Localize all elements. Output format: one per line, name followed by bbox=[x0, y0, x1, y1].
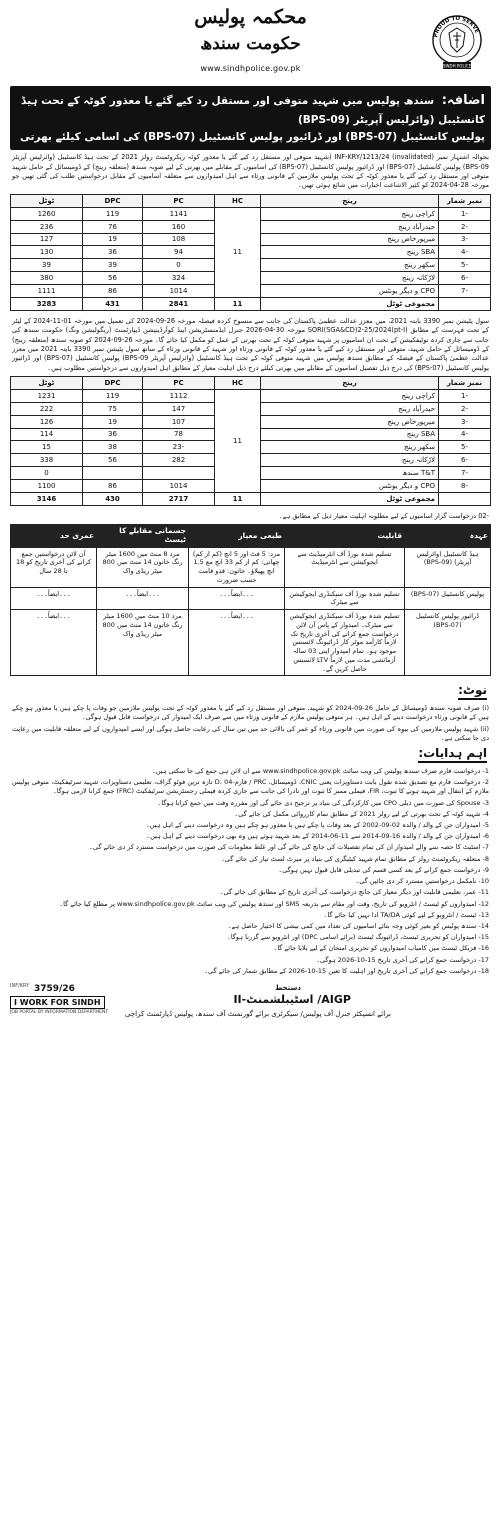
notes-list bbox=[10, 704, 491, 743]
row-dpc: 76 bbox=[83, 220, 143, 233]
row-total: 222 bbox=[11, 402, 83, 415]
row-total: 39 bbox=[11, 259, 83, 272]
row-pc: 78 bbox=[143, 428, 215, 441]
row-number: -6 bbox=[439, 272, 491, 285]
department-title: محکمہ پولیس bbox=[194, 6, 307, 28]
notes-section bbox=[10, 682, 491, 743]
row-number: -8 bbox=[439, 480, 491, 493]
row-total: 114 bbox=[11, 428, 83, 441]
criteria-test: مرد 10 منٹ میں 1600 میٹر رنگ خاتون 14 منٹ میں 800 میٹر ریڈی واک bbox=[97, 610, 189, 676]
total-total: 3283 bbox=[11, 297, 83, 310]
row-range: CPO و دیگر یونٹس bbox=[261, 285, 439, 298]
signature-block bbox=[10, 984, 491, 1024]
instruction-item: 8- متعلقہ ریکروٹمنٹ رولز کے مطابق تمام شہید کیٹیگری کی بنیاد پر میرٹ لسٹ تیار کی جائے گی۔ bbox=[221, 854, 489, 863]
row-total: 1100 bbox=[11, 480, 83, 493]
col-dpc: DPC bbox=[83, 194, 143, 207]
logo-text: PROUD TO SERVE bbox=[433, 15, 480, 39]
row-range: کراچی رینج bbox=[261, 207, 439, 220]
col-pc: PC bbox=[143, 377, 215, 390]
col-pc: PC bbox=[143, 194, 215, 207]
logo-subtext: SINDH POLICE bbox=[442, 63, 472, 69]
instruction-item: 10- نامکمل درخواستیں مسترد کر دی جائیں گی۔ bbox=[355, 877, 489, 886]
notes-title: نوٹ: bbox=[458, 684, 487, 700]
row-dpc bbox=[83, 467, 143, 480]
col-num: نمبر شمار bbox=[439, 377, 491, 390]
col-total: ٹوٹل bbox=[11, 377, 83, 390]
total-pc: 2717 bbox=[143, 493, 215, 506]
row-number: -6 bbox=[439, 454, 491, 467]
announcement-line2: پولیس کانسٹیبل (BPS-07) اور ڈرائیور پولیس کانسٹیبل (BPS-07) کی اسامی کیلئے بھرتی bbox=[19, 130, 485, 143]
instruction-item: 7- اسٹیٹ کا حصہ بننے والے امیدوار ان کی تمام تفصیلات کی جانچ کی جائے گی اور غلط معلومات کی صورت میں درخواست مسترد کر دی جائے گی۔ bbox=[89, 843, 489, 852]
website-url: www.sindhpolice.gov.pk bbox=[200, 64, 301, 74]
total-pc: 2841 bbox=[143, 297, 215, 310]
criteria-qualification: تسلیم شدہ بورڈ آف سیکنڈری ایجوکیشن سے میٹرک bbox=[285, 587, 405, 610]
criteria-row bbox=[11, 547, 491, 587]
row-pc bbox=[143, 467, 215, 480]
row-range: CPO و دیگر یونٹس bbox=[261, 480, 439, 493]
row-dpc: 86 bbox=[83, 480, 143, 493]
row-number: -4 bbox=[439, 246, 491, 259]
row-dpc: 19 bbox=[83, 233, 143, 246]
row-total: 15 bbox=[11, 441, 83, 454]
row-dpc: 119 bbox=[83, 389, 143, 402]
row-dpc: 56 bbox=[83, 272, 143, 285]
row-range: SBA رینج bbox=[261, 428, 439, 441]
row-total: 0 bbox=[11, 467, 83, 480]
row-dpc: 36 bbox=[83, 246, 143, 259]
row-range: T&T سندھ bbox=[261, 467, 439, 480]
total-total: 3146 bbox=[11, 493, 83, 506]
instructions-list bbox=[10, 767, 491, 976]
note-item: (ii) شہید پولیس ملازمین کی بیوہ کی صورت میں قانونی ورثاء کو عمر کی بالائی حد میں تین سال کی رعایت حاصل ہوگی اور ایسے امیدواروں کے لیے متعلقہ قابلیت میں رعایت دی جا سکتی ہے۔ bbox=[12, 724, 489, 742]
row-total: 338 bbox=[11, 454, 83, 467]
row-range: سکھر رینج bbox=[261, 441, 439, 454]
work-for-sindh-logo: I WORK FOR SINDH bbox=[10, 996, 105, 1009]
criteria-row bbox=[11, 610, 491, 676]
instruction-item: 1- درخواست فارم صرف سندھ پولیس کی ویب سائٹ www.sindhpolice.gov.pk سے ان لائن ہی جمع کی جا سکتی ہیں۔ bbox=[152, 766, 489, 775]
row-number: -2 bbox=[439, 220, 491, 233]
government-title: حکومت سندھ bbox=[200, 33, 301, 54]
row-number: -5 bbox=[439, 441, 491, 454]
criteria-qualification: تسلیم شدہ بورڈ آف انٹرمیڈیٹ سے ایجوکیشن سے انٹرمیڈیٹ bbox=[285, 547, 405, 587]
row-number: -5 bbox=[439, 259, 491, 272]
instruction-item: 16- فزیکل ٹیسٹ میں کامیاب امیدواروں کو تحریری امتحان کے لیے بلایا جائے گا۔ bbox=[273, 944, 489, 953]
criteria-post: ڈرائیور پولیس کانسٹیبل (BPS-07) bbox=[405, 610, 491, 676]
total-blank bbox=[439, 297, 491, 310]
criteria-physical: ۔۔۔ایضاً۔۔۔ bbox=[189, 587, 285, 610]
row-range: کراچی رینج bbox=[261, 389, 439, 402]
row-pc: 1014 bbox=[143, 285, 215, 298]
crit-col-qual: قابلیت bbox=[285, 525, 405, 547]
row-hc: 11 bbox=[215, 389, 261, 492]
row-number: -4 bbox=[439, 428, 491, 441]
row-dpc: 38 bbox=[83, 441, 143, 454]
row-total: 236 bbox=[11, 220, 83, 233]
sindh-police-logo-icon bbox=[429, 6, 485, 78]
note-item: (i) صرف صوبہ سندھ ڈومیسائل کے حامل 26-09-2024 کو شہید، متوفی اور مستقل رد کیے گئے یا معذور کوٹہ کے تحت پولیس ملازمین جو وفات پا چکے ہیں یا معذور ہو چکے ہیں کے قانونی ورثاء درخواست دینے کے اہل ہیں۔ ہر متوفی پولیس ملازم کے قانونی ورثاء میں سے صرف ایک امیدوار کی درخواست قابل قبول ہوگی۔ bbox=[12, 704, 489, 722]
row-number: -2 bbox=[439, 402, 491, 415]
row-total: 1231 bbox=[11, 389, 83, 402]
instruction-item: 18- درخواست جمع کرانے کی آخری تاریخ اور اہلیت کا تعین 15-10-2026 کے مطابق شمار کی جائے گی۔ bbox=[204, 966, 489, 975]
row-number: -7 bbox=[439, 285, 491, 298]
criteria-age: آن لائن درخواستیں جمع کرانے کی آخری تاریخ کو 18 تا 28 سال bbox=[11, 547, 97, 587]
criteria-physical: مرد: 5 فٹ اور 5 انچ (کم از کم) چھاتی: کم از کم 33 انچ مع 1.5 انچ پھیلاؤ۔ خاتون: قدو قامت حسب ضرورت bbox=[189, 547, 285, 587]
row-range: لاڑکانہ رینج bbox=[261, 272, 439, 285]
criteria-post: ہیڈ کانسٹیبل (وائرلیس آپریٹر) (BPS-09) bbox=[405, 547, 491, 587]
row-number: -3 bbox=[439, 233, 491, 246]
announcement-line1: سندھ پولیس میں شہید متوفی اور مستقل رد کیے گئے یا معذور کوٹہ کے تحت ہیڈ کانسٹیبل (وائرلیس آپریٹر (BPS-09) bbox=[21, 95, 485, 126]
row-pc: 160 bbox=[143, 220, 215, 233]
row-pc: 1014 bbox=[143, 480, 215, 493]
col-dpc: DPC bbox=[83, 377, 143, 390]
instruction-item: 11- عمر، تعلیمی قابلیت اور دیگر معیار کی جانچ درخواست کی آخری تاریخ کے مطابق کی جائے گی۔ bbox=[219, 888, 489, 897]
instruction-item: 3- Spouse کی صورت میں ذیلی CPO میں کارکردگی کی بنیاد پر ترجیح دی جائے گی اور مقررہ وقت میں جمع کرانا ہوگا۔ bbox=[157, 798, 489, 807]
row-number: -1 bbox=[439, 389, 491, 402]
criteria-physical: ۔۔۔ایضاً۔۔۔ bbox=[189, 610, 285, 676]
header bbox=[10, 4, 491, 86]
row-pc: 0 bbox=[143, 259, 215, 272]
table-row bbox=[11, 389, 491, 402]
criteria-intro: -02 درخواست گزار اسامیوں کے لیے مطلوبہ اہلیت معیار ذیل کے مطابق ہے۔ bbox=[278, 511, 489, 520]
crit-col-physical: طبعی معیار bbox=[189, 525, 285, 547]
col-num: نمبر شمار bbox=[439, 194, 491, 207]
col-hc: HC bbox=[215, 377, 261, 390]
row-range: سکھر رینج bbox=[261, 259, 439, 272]
information-department-badge bbox=[10, 984, 118, 1024]
row-total: 1260 bbox=[11, 207, 83, 220]
signature-label: دستخط bbox=[275, 984, 301, 993]
table-total-row bbox=[11, 493, 491, 506]
row-pc: 94 bbox=[143, 246, 215, 259]
row-total: 127 bbox=[11, 233, 83, 246]
row-hc: 11 bbox=[215, 207, 261, 297]
row-total: 380 bbox=[11, 272, 83, 285]
total-label: مجموعی ٹوٹل bbox=[261, 493, 439, 506]
announcement-banner bbox=[10, 86, 491, 150]
col-hc: HC bbox=[215, 194, 261, 207]
col-range: رینج bbox=[261, 194, 439, 207]
inf-code: INF/KRY bbox=[10, 983, 30, 990]
row-dpc: 36 bbox=[83, 428, 143, 441]
row-total: 130 bbox=[11, 246, 83, 259]
row-number: -1 bbox=[439, 207, 491, 220]
instruction-item: 15- امیدواران کو تحریری ٹیسٹ، ڈرائیونگ ٹیسٹ (برائے اسامی DPC) اور انٹرویو سے گزرنا ہوگا۔ bbox=[227, 933, 489, 942]
total-dpc: 430 bbox=[83, 493, 143, 506]
crit-col-test: جسمانی مقابلے کا ٹیسٹ bbox=[97, 525, 189, 547]
total-hc: 11 bbox=[215, 493, 261, 506]
row-pc: 147 bbox=[143, 402, 215, 415]
instructions-title: اہم ہدایات: bbox=[418, 747, 487, 763]
job-portal-text: JOB PORTAL BY INFORMATION DEPARTMENT bbox=[10, 1010, 109, 1016]
row-pc: 108 bbox=[143, 233, 215, 246]
row-dpc: 86 bbox=[83, 285, 143, 298]
row-number: -3 bbox=[439, 415, 491, 428]
row-range: میرپورخاص رینج bbox=[261, 415, 439, 428]
row-pc: 107 bbox=[143, 415, 215, 428]
row-range: SBA رینج bbox=[261, 246, 439, 259]
table-row bbox=[11, 207, 491, 220]
instruction-item: 2- درخواست فارم مع تصدیق شدہ نقول بابت دستاویزات یعنی CNIC، ڈومیسائل، PRC / فارم-D، 04 تازہ ترین فوٹو گراف، تعلیمی دستاویزات، شہید سرٹیفکیٹ، متوفی پولیس ملازم کے انتقال اور شہید ہونے کا ثبوت، FIR، فیملی ممبر کا ثبوت اور نادرا کی جانب سے جاری کردہ فیملی رجسٹریشن سرٹیفکیٹ (FRC) جمع کرانا لازمی ہوگا۔ bbox=[12, 778, 489, 796]
crit-col-age: عمری حد bbox=[11, 525, 97, 547]
instruction-item: 9- درخواست جمع کرانے کے بعد کسی قسم کی تبدیلی قابل قبول نہیں ہوگی۔ bbox=[278, 865, 489, 874]
row-dpc: 39 bbox=[83, 259, 143, 272]
total-label: مجموعی ٹوٹل bbox=[261, 297, 439, 310]
crit-col-post: عہدہ bbox=[405, 525, 491, 547]
row-pc: -23 bbox=[143, 441, 215, 454]
row-range: حیدرآباد رینج bbox=[261, 402, 439, 415]
criteria-post: پولیس کانسٹیبل (BPS-07) bbox=[405, 587, 491, 610]
row-number: -7 bbox=[439, 467, 491, 480]
row-dpc: 75 bbox=[83, 402, 143, 415]
row-pc: 324 bbox=[143, 272, 215, 285]
row-total: 1111 bbox=[11, 285, 83, 298]
instruction-item: 5- امیدواران جن کے والد / والدہ 02-09-2002 کے بعد وفات پا چکے ہیں یا معذور ہو چکے ہیں وہ درخواست دینے کے اہل ہیں۔ bbox=[145, 821, 489, 830]
row-pc: 1112 bbox=[143, 389, 215, 402]
instruction-item: 14- سندھ پولیس کو بغیر کوئی وجہ بتائے اسامیوں کی تعداد میں کمی بیشی کا اختیار حاصل ہے۔ bbox=[227, 922, 489, 930]
signature-designation: AIGP/ اسٹیبلشمنٹ-II bbox=[233, 993, 351, 1007]
announcement-label: اضافہ: bbox=[441, 93, 485, 108]
row-dpc: 56 bbox=[83, 454, 143, 467]
vacancy-table-revised bbox=[10, 376, 491, 506]
col-total: ٹوٹل bbox=[11, 194, 83, 207]
intro-paragraph: بحوالہ اشتہار نمبر INF-KRY/1213/24 (invalidated) (شہید متوفی اور مستقل رد کیے گئے یا معذور کوٹہ ریکروٹمنٹ رولز 2021 کے تحت ہیڈ کانسٹیبل (وائرلیس آپریٹر BPS-09) پولیس کانسٹیبل (BPS-07) اور ڈرائیور پولیس کانسٹیبل (BPS-07) کی اسامیوں کے مقابلے میں بھرتی کے لیے صوبہ سندھ (متعلقہ رینج) کے ڈومیسائل کے حامل شہید متوفی اور مستقل رد کیے گئے یا معذور کوٹہ کے تحت پولیس ملازمین کے قانونی ورثاء سے اہل امیدواروں سے متعلقہ اسامیوں کے مقابل درخواستیں طلب کی گئی تھیں جو مورخہ 28-04-2024 کو کثیر الاشاعت اخبارات میں شائع ہوئی تھیں۔ bbox=[12, 153, 489, 190]
criteria-age: ۔۔۔ایضاً۔۔۔ bbox=[11, 610, 97, 676]
signature-authority: برائے انسپکٹر جنرل آف پولیس/ سیکرٹری برائے گورنمنٹ آف سندھ، پولیس ڈپارٹمنٹ کراچی bbox=[125, 1009, 391, 1018]
col-range: رینج bbox=[261, 377, 439, 390]
row-range: میرپورخاص رینج bbox=[261, 233, 439, 246]
criteria-qualification: تسلیم شدہ بورڈ آف سیکنڈری ایجوکیشن سے میٹرک۔ امیدوار کے پاس آن لائن درخواست جمع کرانے کی آخری تاریخ تک لازماً کارآمد موٹر کار ڈرائیونگ لائسنس موجود ہو۔ تمام امیدوار اپنی 03 سالہ آزمائشی مدت میں لازماً LTV لائسنس حاصل کریں گے۔ bbox=[285, 610, 405, 676]
row-total: 126 bbox=[11, 415, 83, 428]
row-pc: 282 bbox=[143, 454, 215, 467]
row-range: حیدرآباد رینج bbox=[261, 220, 439, 233]
instructions-section bbox=[10, 745, 491, 976]
row-pc: 1141 bbox=[143, 207, 215, 220]
eligibility-criteria-table bbox=[10, 524, 491, 676]
row-dpc: 19 bbox=[83, 415, 143, 428]
instruction-item: 13- ٹیسٹ / انٹرویو کے لیے کوئی TA/DA ادا نہیں کیا جائے گا۔ bbox=[323, 910, 489, 919]
criteria-row bbox=[11, 587, 491, 610]
total-dpc: 431 bbox=[83, 297, 143, 310]
criteria-test: ۔۔۔ایضاً۔۔۔ bbox=[97, 587, 189, 610]
inf-number: 3759/26 bbox=[34, 983, 75, 994]
criteria-age: ۔۔۔ایضاً۔۔۔ bbox=[11, 587, 97, 610]
row-range: لاڑکانہ رینج bbox=[261, 454, 439, 467]
criteria-test: مرد 8 منٹ میں 1600 میٹر رنگ خاتون 14 منٹ میں 800 میٹر ریڈی واک bbox=[97, 547, 189, 587]
middle-paragraph: سول پٹیشن نمبر 3390 بابتہ 2021، میں معزز عدالت عظمیٰ پاکستان کی جانب سے منسوخ کردہ فیصلہ مورخہ 26-09-2024 کی تعمیل میں مورخہ 01-11-2024 کے لیٹر کے تحت فہرست کے مطابق SORI(SGA&CD)2-25/2024(pt-I) مورخہ 30-04-2026 جنرل ایڈمنسٹریشن اینڈ کوآرڈینیشن ڈیپارٹمنٹ (ریگولیشن ونگ) حکومت سندھ کی جانب سے جاری کردہ نوٹیفکیشن کے تحت ان اسامیوں پر شہید متوفی کوٹہ کے تحت بھرتی کے عمل کو مکمل کیا جائے گا۔ مورخہ 26-09-2024 کو صوبہ سندھ (متعلقہ رینج) کے ڈومیسائل کے حامل شہید، متوفی اور مستقل رد کیے گئے یا معذور کوٹہ کے قانونی ورثاء اور شہید کے قانونی ورثاء کے ساتھ سول پٹیشن نمبر 3390 بابتہ 2021 میں معزز عدالت عظمیٰ پاکستان کے فیصلہ کے مطابق سندھ پولیس میں شہید متوفی کوٹہ کے تحت ہیڈ کانسٹیبل (وائرلیس آپریٹر BPS-09) پولیس کانسٹیبل (BPS-07) اور ڈرائیور پولیس کانسٹیبل (BPS-07) کی درج ذیل تفصیل اسامیوں کے مقابلے میں بھرتی کیلئے درج ذیل اہلیت معیار کے مطابق اہل امیدواروں سے درخواستیں مطلوب ہیں۔ bbox=[12, 316, 490, 372]
instruction-item: 6- امیدواران جن کے والد / والدہ 16-09-2014 سے 11-06-2014 کے بعد شہید ہوئے ہیں وہ بھی درخواست دینے کے اہل ہیں۔ bbox=[146, 832, 489, 841]
instruction-item: 12- امیدواروں کو ٹیسٹ / انٹرویو کی تاریخ، وقت اور مقام سے بذریعہ SMS اور سندھ پولیس کی ویب سائٹ www.sindhpolice.gov.pk پر مطلع کیا جائے گا۔ bbox=[59, 899, 489, 908]
total-blank bbox=[439, 493, 491, 506]
row-dpc: 119 bbox=[83, 207, 143, 220]
total-hc: 11 bbox=[215, 297, 261, 310]
table-total-row bbox=[11, 297, 491, 310]
vacancy-table-original bbox=[10, 194, 491, 311]
instruction-item: 4- شہید کوٹہ کے تحت بھرتی کے لیے رولز 2021 کے مطابق تمام کارروائی مکمل کی جائے گی۔ bbox=[234, 809, 489, 818]
instruction-item: 17- درخواست جمع کرانے کی آخری تاریخ 15-10-2026 ہوگی۔ bbox=[316, 955, 489, 964]
